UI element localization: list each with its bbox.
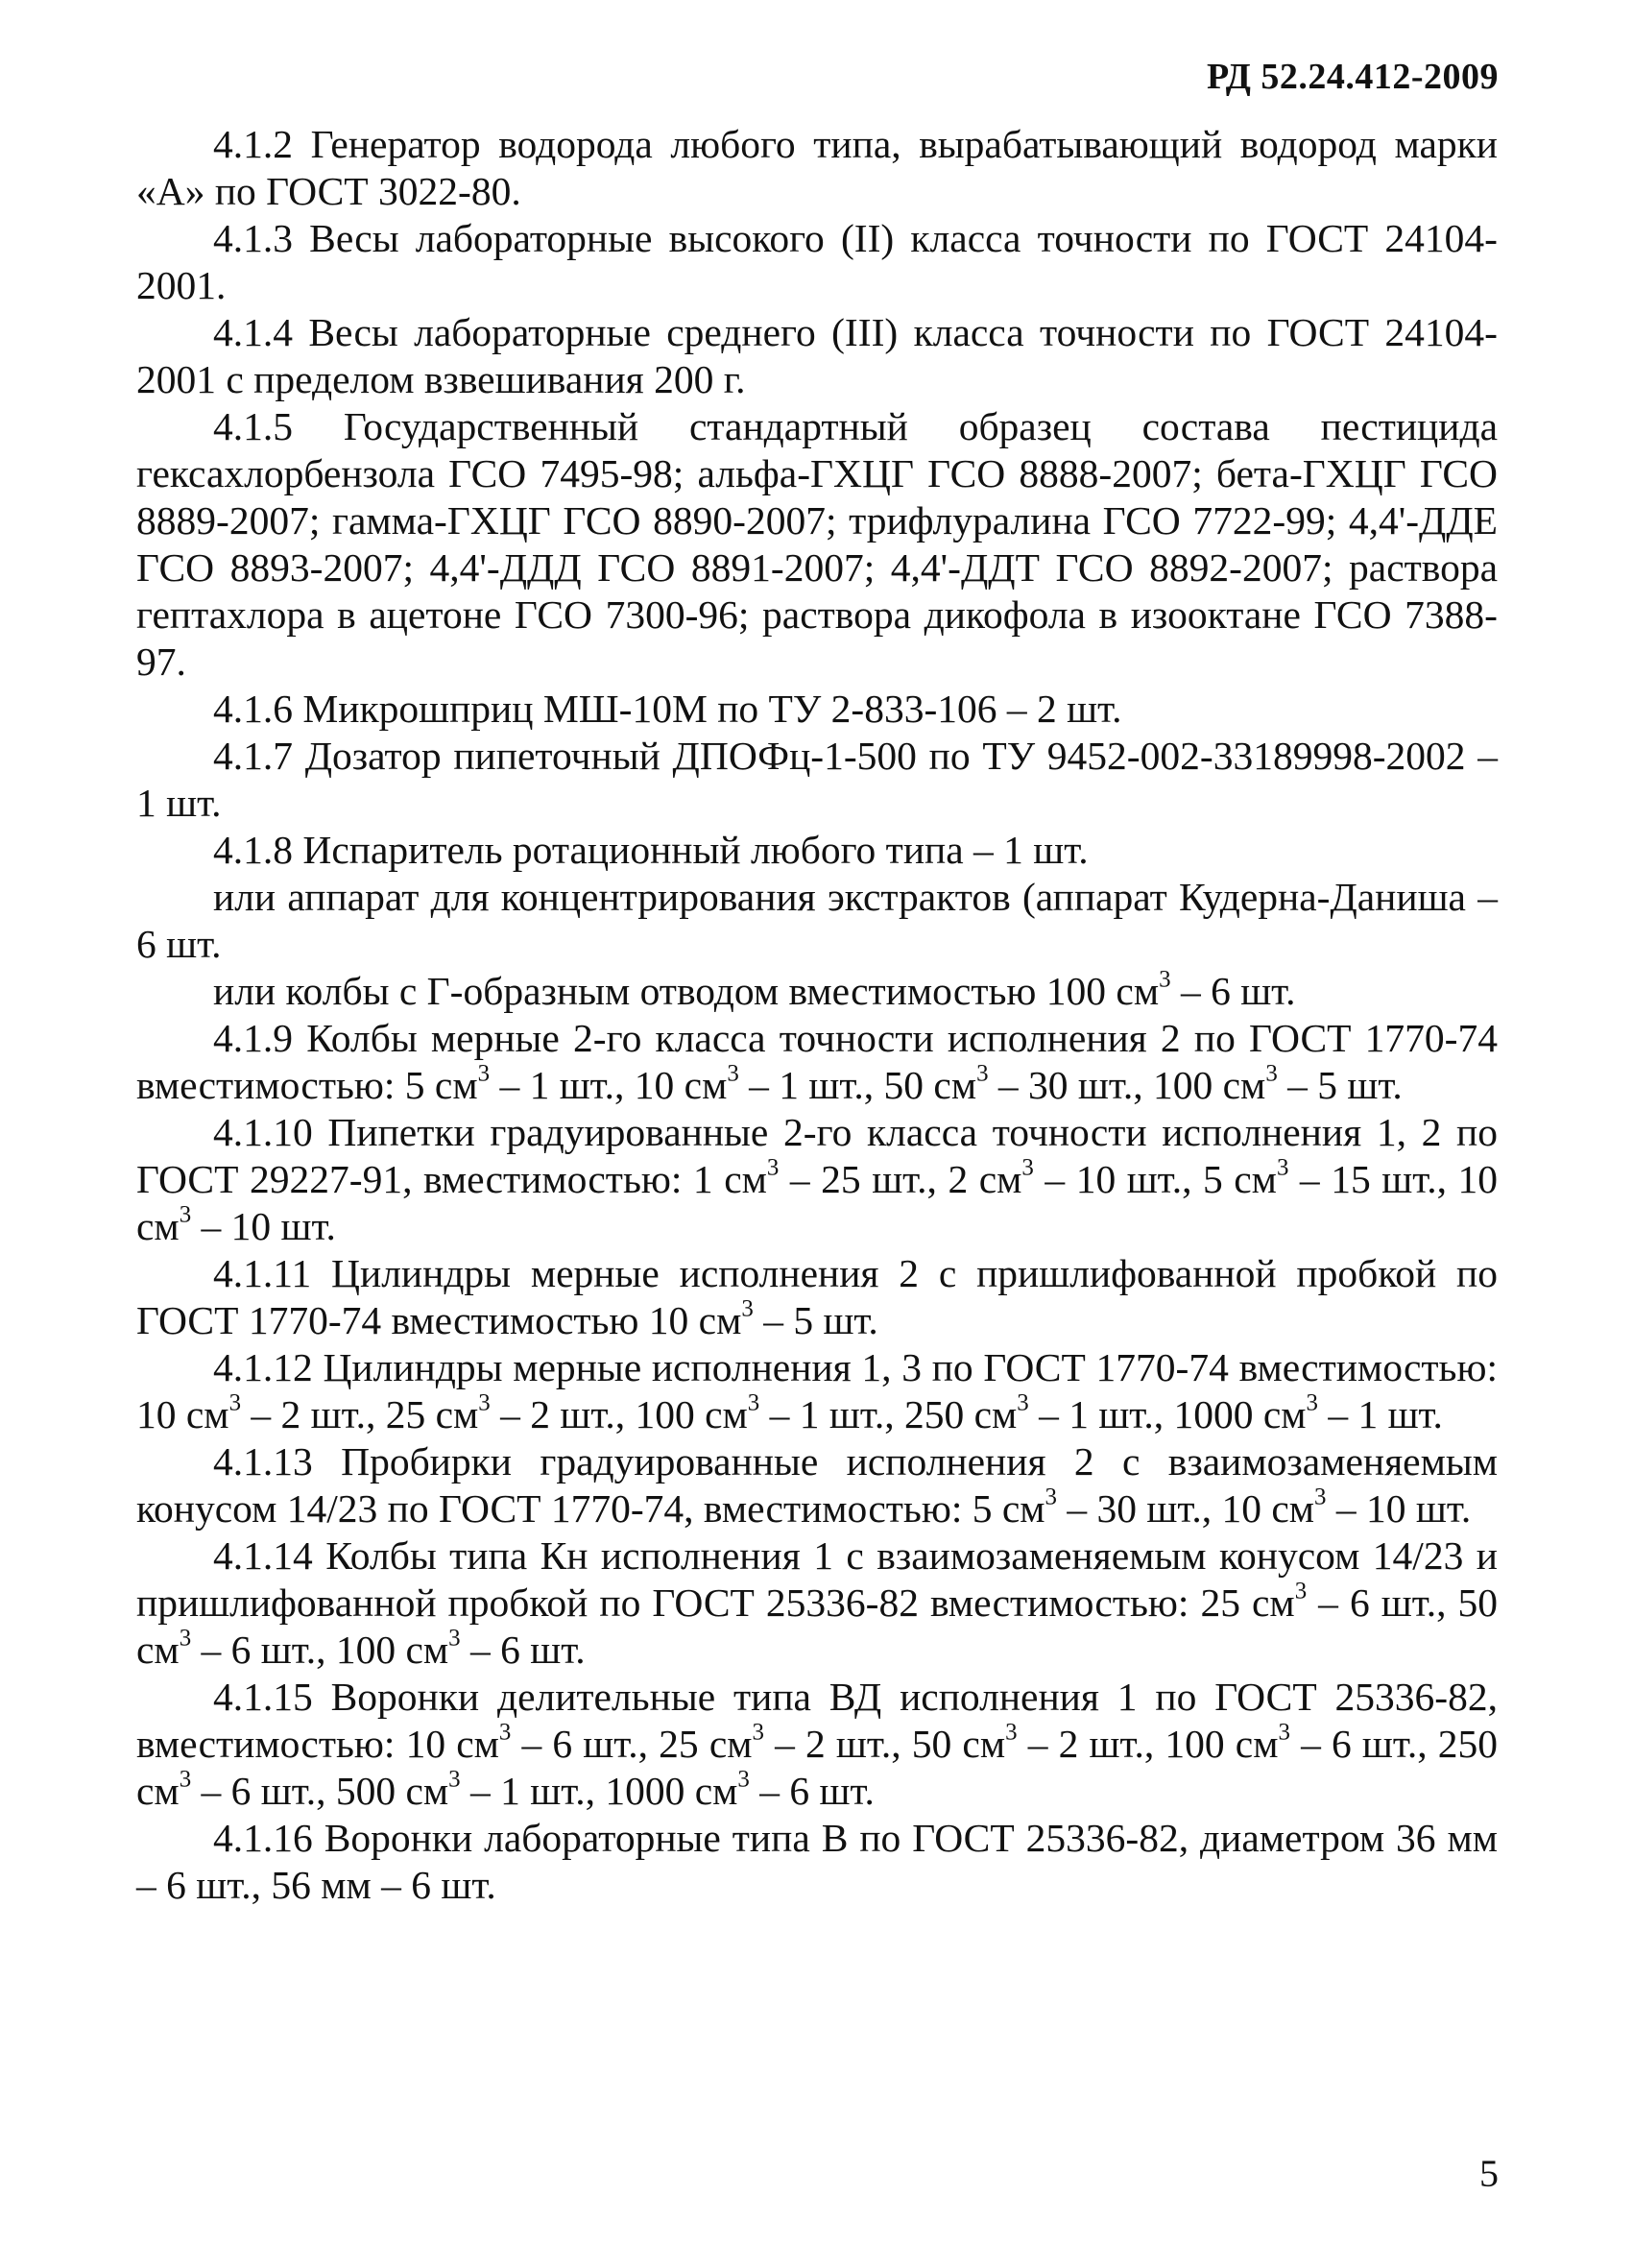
paragraph-4-1-10: 4.1.10 Пипетки градуированные 2-го класса точности исполнения 1, 2 по ГОСТ 29227-91, вместимостью: 1 $см^3 - 25$ шт., 2 $см^3 - 10$ шт., 5 $см^3 - 15$ шт., 10 $см^3 - 10$ шт. xyxy=(136,1110,1498,1248)
paragraph-4-1-7: 4.1.7 Дозатор пипеточный ДПОФц-1-500 по ТУ 9452-002-33189998-2002 – 1 шт. xyxy=(136,734,1498,825)
paragraph-4-1-8-alt-1: или аппарат для концентрирования экстрактов (аппарат Кудерна-Даниша – 6 шт. xyxy=(136,875,1498,966)
page-number: 5 xyxy=(1479,2152,1499,2195)
paragraph-4-1-2: 4.1.2 Генератор водорода любого типа, вырабатывающий водород марки «А» по ГОСТ 3022-80. xyxy=(136,122,1498,213)
paragraph-4-1-12: 4.1.12 Цилиндры мерные исполнения 1, 3 по ГОСТ 1770-74 вместимостью: 10 $см^3 - 2$ шт., 25 $см^3 - 2$ шт., 100 $см^3 - 1$ шт., 250 $см^3 - 1$ шт., 1000 $см^3 - 1$ шт. xyxy=(136,1345,1498,1436)
paragraph-4-1-11: 4.1.11 Цилиндры мерные исполнения 2 с пришлифованной пробкой по ГОСТ 1770-74 вместимостью 10 $см^3 - 5$ шт. xyxy=(136,1251,1498,1342)
document-code-header: РД 52.24.412-2009 xyxy=(1207,57,1499,97)
paragraph-4-1-5: 4.1.5 Государственный стандартный образец состава пестицида гексахлорбензола ГСО 7495-98; альфа-ГХЦГ ГСО 8888-2007; бета-ГХЦГ ГСО 8889-2007; гамма-ГХЦГ ГСО 8890-2007; трифлуралина ГСО 7722-99; 4,4'-ДДЕ ГСО 8893-2007; 4,4'-ДДД ГСО 8891-2007; 4,4'-ДДТ ГСО 8892-2007; раствора гептахлора в ацетоне ГСО 7300-96; раствора дикофола в изооктане ГСО 7388-97. xyxy=(136,404,1498,684)
paragraph-4-1-13: 4.1.13 Пробирки градуированные исполнения 2 с взаимозаменяемым конусом 14/23 по ГОСТ 1770-74, вместимостью: 5 $см^3 - 30$ шт., 10 $см^3 - 10$ шт. xyxy=(136,1439,1498,1531)
paragraph-4-1-6: 4.1.6 Микрошприц МШ-10М по ТУ 2-833-106 – 2 шт. xyxy=(213,687,1122,731)
paragraph-4-1-16: 4.1.16 Воронки лабораторные типа В по ГОСТ 25336-82, диаметром 36 мм – 6 шт., 56 мм – 6 шт. xyxy=(136,1816,1498,1907)
paragraph-4-1-9: 4.1.9 Колбы мерные 2-го класса точности исполнения 2 по ГОСТ 1770-74 вместимостью: 5 $см^3 - 1$ шт., 10 $см^3 - 1$ шт., 50 $см^3 - 30$ шт., 100 $см^3 - 5$ шт. xyxy=(136,1016,1498,1107)
paragraph-4-1-15: 4.1.15 Воронки делительные типа ВД исполнения 1 по ГОСТ 25336-82, вместимостью: 10 $см^3 - 6$ шт., 25 $см^3 - 2$ шт., 50 $см^3 - 2$ шт., 100 $см^3 - 6$ шт., 250 $см^3 - 6$ шт., 500 $см^3 - 1$ шт., 1000 $см^3 - 6$ шт. xyxy=(136,1675,1499,1813)
document-body xyxy=(136,121,1498,1909)
paragraph-4-1-8: 4.1.8 Испаритель ротационный любого типа – 1 шт. xyxy=(213,828,1089,872)
paragraph-4-1-4: 4.1.4 Весы лабораторные среднего (III) класса точности по ГОСТ 24104-2001 с пределом взвешивания 200 г. xyxy=(136,310,1498,401)
paragraph-4-1-14: 4.1.14 Колбы типа Кн исполнения 1 с взаимозаменяемым конусом 14/23 и пришлифованной пробкой по ГОСТ 25336-82 вместимостью: 25 $см^3 - 6$ шт., 50 $см^3 - 6$ шт., 100 $см^3 - 6$ шт. xyxy=(136,1533,1498,1672)
paragraph-4-1-3: 4.1.3 Весы лабораторные высокого (II) класса точности по ГОСТ 24104-2001. xyxy=(136,216,1498,307)
paragraph-4-1-8-alt-2: или колбы с Г-образным отводом вместимостью 100 $см^3 - 6$ шт. xyxy=(213,966,1296,1013)
